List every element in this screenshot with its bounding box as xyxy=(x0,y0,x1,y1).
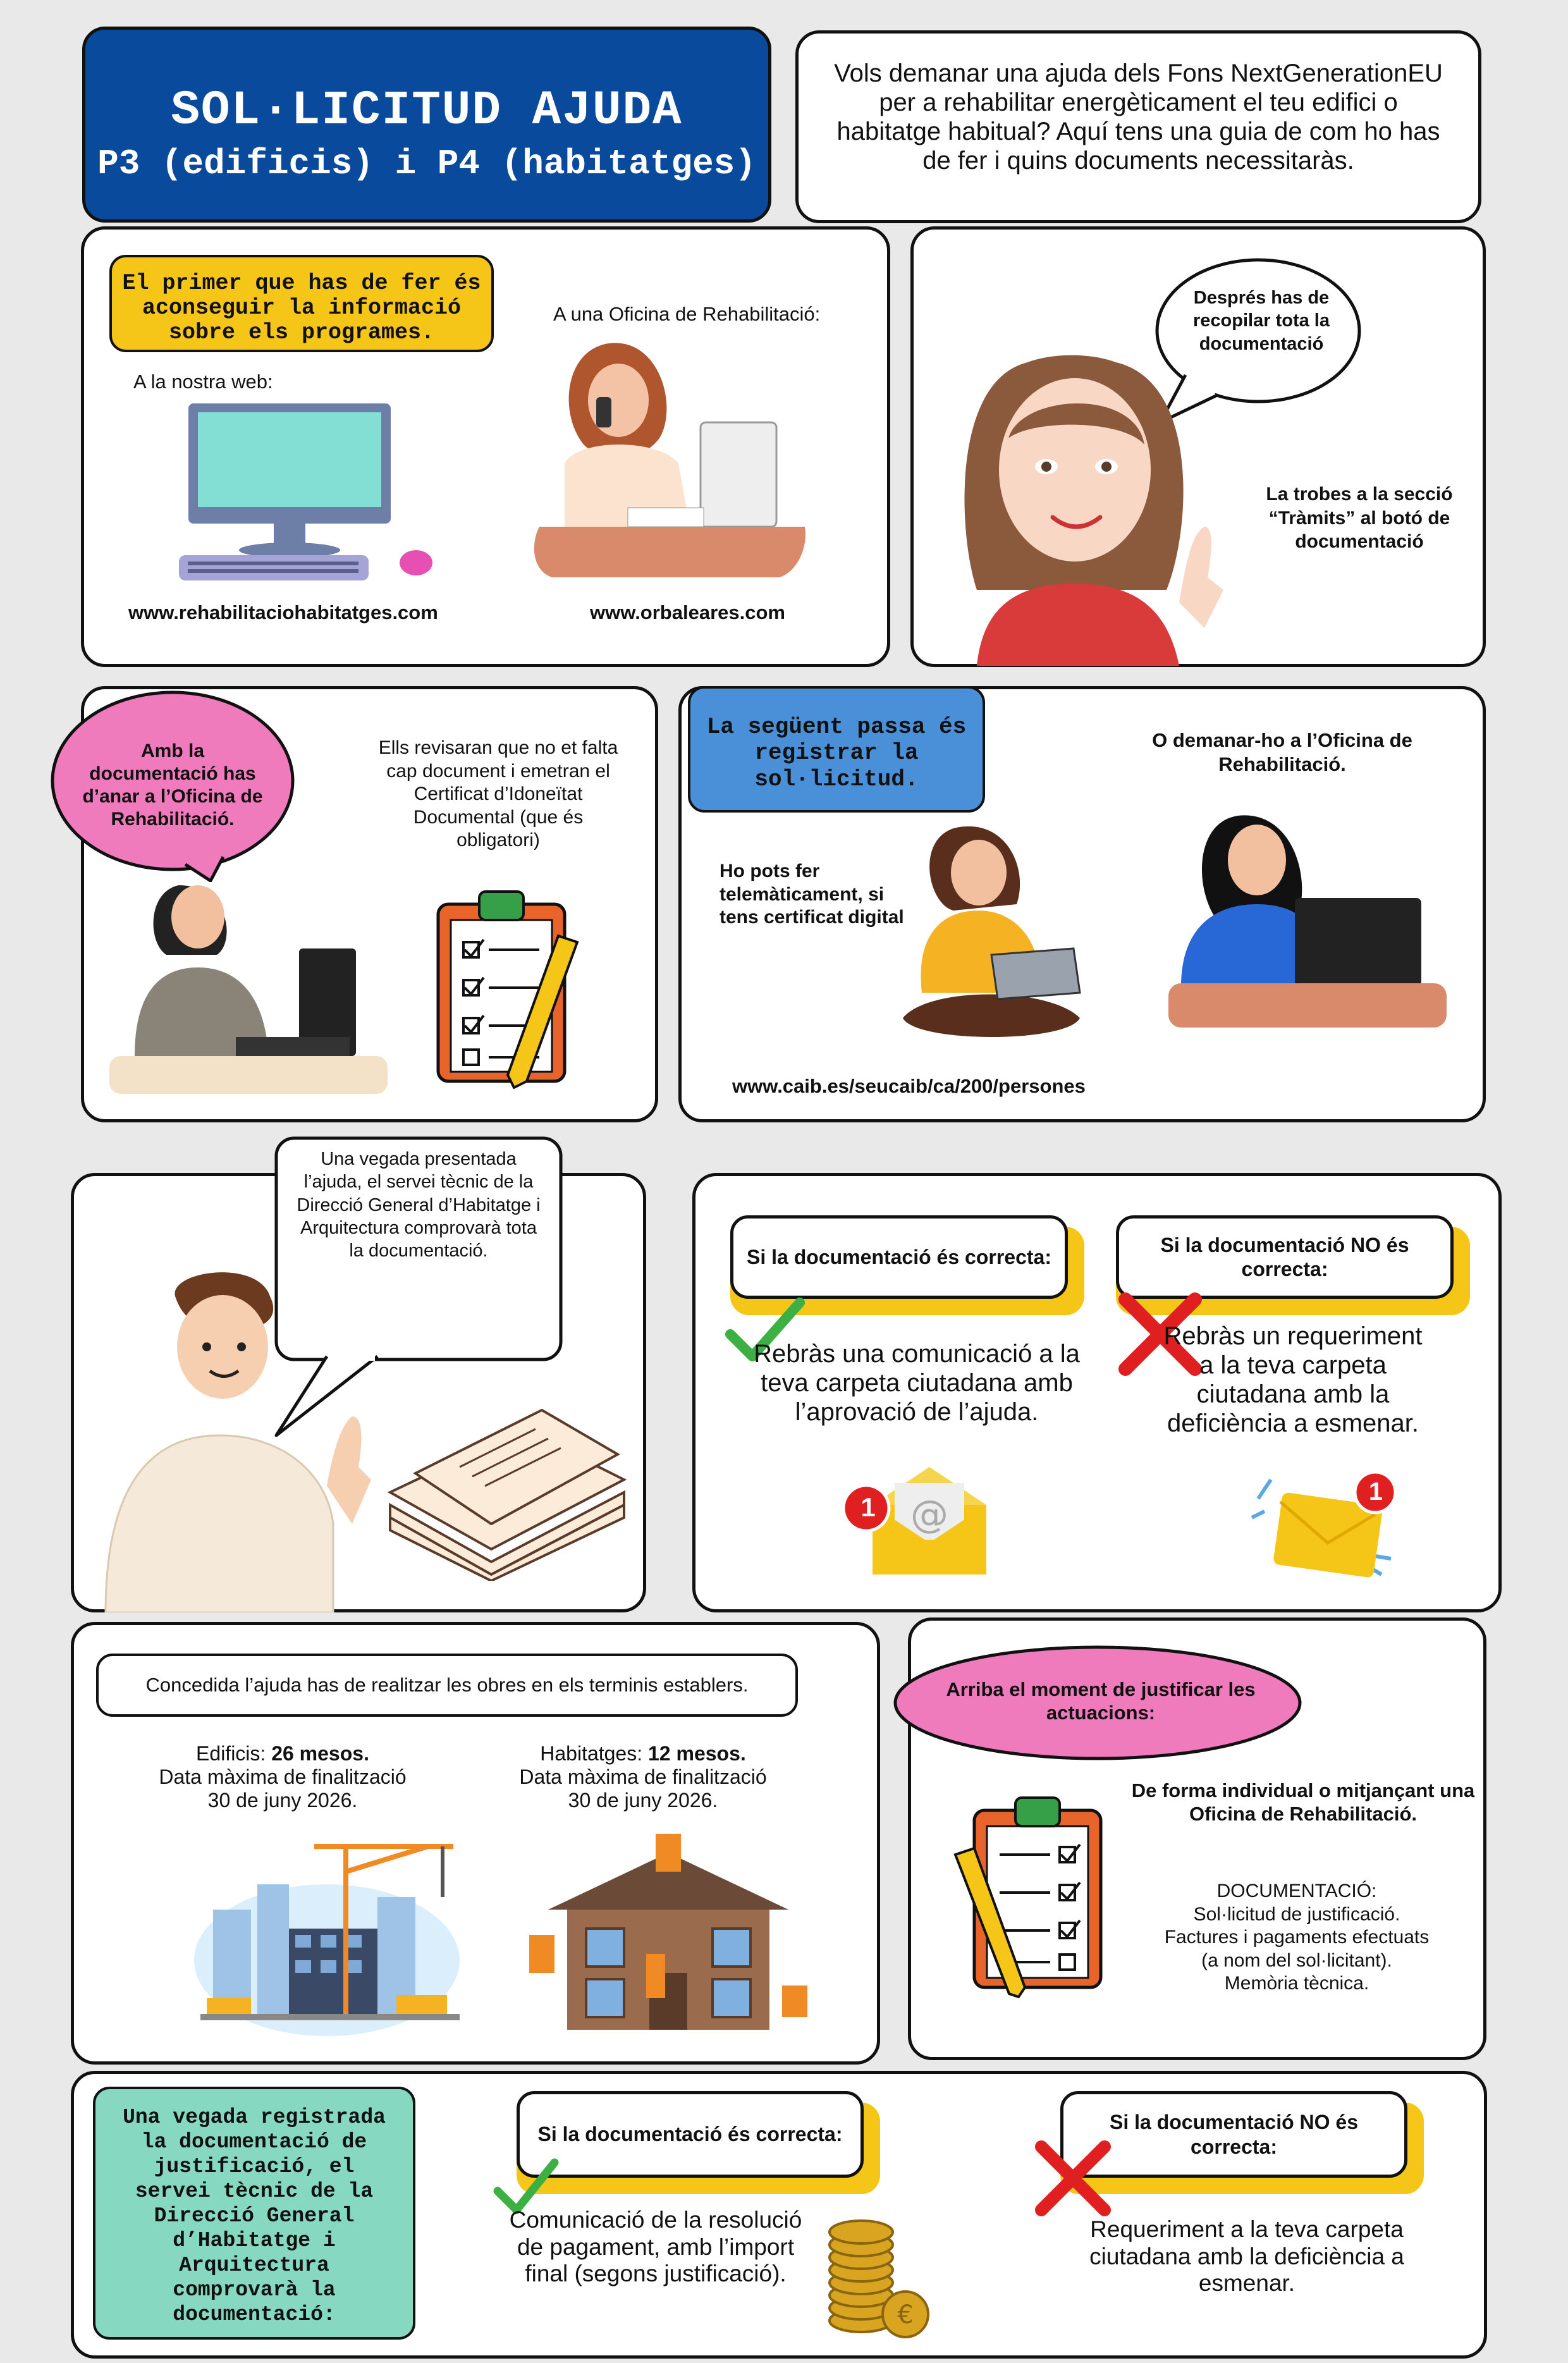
register-heading: La següent passa és registrar la sol·licitud. xyxy=(688,686,985,813)
final-card xyxy=(71,2071,1487,2359)
homes-deadline: Data màxima de finalització 30 de juny 2026. xyxy=(519,1765,767,1812)
homes-value: 12 mesos. xyxy=(648,1742,746,1765)
svg-text:@: @ xyxy=(910,1492,948,1537)
clipboard-icon xyxy=(426,885,603,1100)
woman-desk-icon xyxy=(109,847,388,1113)
works-homes xyxy=(510,1742,776,1812)
girl-laptop-icon xyxy=(890,803,1093,1050)
computer-icon xyxy=(179,403,451,587)
construction-site-icon xyxy=(188,1834,466,2042)
final-ok-ribbon xyxy=(517,2102,880,2194)
coins-icon xyxy=(823,2207,931,2340)
woman-writing-icon xyxy=(1168,797,1447,1037)
justify-doc-item: Factures i pagaments efectuats xyxy=(1164,1927,1430,1948)
justify-doc-item: (a nom del sol·licitant). xyxy=(1201,1949,1392,1971)
boy-pointing-icon xyxy=(93,1258,396,1612)
intro-box xyxy=(795,30,1481,223)
title-box xyxy=(82,27,771,223)
justify-doc-item: Sol·licitud de justificació. xyxy=(1193,1903,1400,1925)
review-bubble-text: Una vegada presentada l’ajuda, el servei tècnic de la Direcció General d’Habitatge i Arquitectura comprovarà tota la documentació. xyxy=(297,1149,541,1261)
register-url[interactable]: www.caib.es/seucaib/ca/200/persones xyxy=(732,1075,1086,1097)
documents-bubble-text: Després has de recopilar tota la documentació xyxy=(1193,288,1330,354)
justify-mode: De forma individual o mitjançant una Oficina de Rehabilitació. xyxy=(1131,1779,1475,1826)
documents-card xyxy=(910,226,1486,667)
works-card xyxy=(71,1622,880,2065)
final-ok-title: Si la documentació és correcta: xyxy=(517,2091,864,2178)
justify-doc-item: Memòria tècnica. xyxy=(1224,1973,1369,1994)
email-badge: 1 xyxy=(861,1492,876,1522)
info-heading: El primer que has de fer és aconseguir la informació sobre els programes. xyxy=(109,255,494,352)
documents-note: La trobes a la secció “Tràmits” al botó de documentació xyxy=(1266,484,1453,552)
works-heading: Concedida l’ajuda has de realitzar les obres en els terminis establers. xyxy=(96,1654,798,1717)
justify-docs-title: DOCUMENTACIÓ: xyxy=(1216,1881,1377,1901)
info-card xyxy=(81,226,890,667)
office-note: Ells revisaran que no et falta cap document i emetran el Certificat d’Idoneïtat Documental (que és obligatori) xyxy=(378,737,618,851)
mail-alert-badge: 1 xyxy=(1368,1478,1383,1506)
intro-text: Vols demanar una ajuda dels Fons NextGenerationEU per a rehabilitar energèticament el teu edifici o habitatge habitual? Aquí tens una guia de com ho has de fer i quins documents necessitaràs. xyxy=(834,59,1443,175)
final-ok-text: Comunicació de la resolució de pagament, amb l’import final (segons justificació). xyxy=(509,2207,802,2287)
office-bubble-text: Amb la documentació has d’anar a l’Oficina de Rehabilitació. xyxy=(82,740,263,830)
office-url[interactable]: www.orbaleares.com xyxy=(590,601,785,623)
justify-docs xyxy=(1139,1880,1455,1996)
office-card xyxy=(81,686,658,1122)
papers-icon xyxy=(377,1391,630,1581)
justify-card xyxy=(908,1617,1486,2060)
office-label: A una Oficina de Rehabilitació: xyxy=(553,303,821,325)
clipboard-check-icon xyxy=(949,1791,1113,2000)
homes-label: Habitatges: xyxy=(540,1742,643,1765)
buildings-label: Edificis: xyxy=(196,1742,266,1765)
result-ko-text: Rebràs un requeriment a la teva carpeta ciutadana amb la deficiència a esmenar. xyxy=(1163,1322,1423,1437)
result-ko-title: Si la documentació NO és correcta: xyxy=(1116,1215,1454,1299)
final-heading: Una vegada registrada la documentació de justificació, el servei tècnic de la Direcció General d’Habitatge i Arquitectura comprovarà la documentació: xyxy=(93,2087,415,2340)
final-ko-title: Si la documentació NO és correcta: xyxy=(1060,2091,1407,2178)
review-card xyxy=(71,1149,646,1612)
svg-text:€: € xyxy=(897,2300,914,2329)
result-card xyxy=(692,1173,1502,1612)
house-workers-icon xyxy=(529,1827,807,2036)
page-title: SOL·LICITUD AJUDA xyxy=(171,83,683,138)
woman-pointing-icon xyxy=(926,324,1242,666)
justify-bubble-text: Arriba el moment de justificar les actuacions: xyxy=(946,1678,1256,1724)
register-online-text: Ho pots fer telemàticament, si tens certificat digital xyxy=(720,861,904,928)
mail-alert-icon xyxy=(1246,1454,1404,1581)
result-ok-text: Rebràs una comunicació a la teva carpeta ciutadana amb l’aprovació de l’ajuda. xyxy=(754,1340,1080,1426)
register-card xyxy=(678,686,1486,1122)
final-ko-text: Requeriment a la teva carpeta ciutadana amb la deficiència a esmenar. xyxy=(1089,2216,1404,2297)
woman-phone-icon xyxy=(527,337,818,603)
page-subtitle: P3 (edificis) i P4 (habitatges) xyxy=(97,144,756,184)
buildings-deadline: Data màxima de finalització 30 de juny 2026. xyxy=(159,1765,407,1812)
buildings-value: 26 mesos. xyxy=(271,1742,369,1765)
web-url[interactable]: www.rehabilitaciohabitatges.com xyxy=(128,601,438,623)
register-office-text: O demanar-ho a l’Oficina de Rehabilitació. xyxy=(1152,729,1412,775)
works-buildings xyxy=(150,1742,415,1812)
web-label: A la nostra web: xyxy=(133,371,273,393)
result-ok-title: Si la documentació és correcta: xyxy=(730,1215,1068,1299)
final-cross-icon xyxy=(1029,2137,1117,2219)
